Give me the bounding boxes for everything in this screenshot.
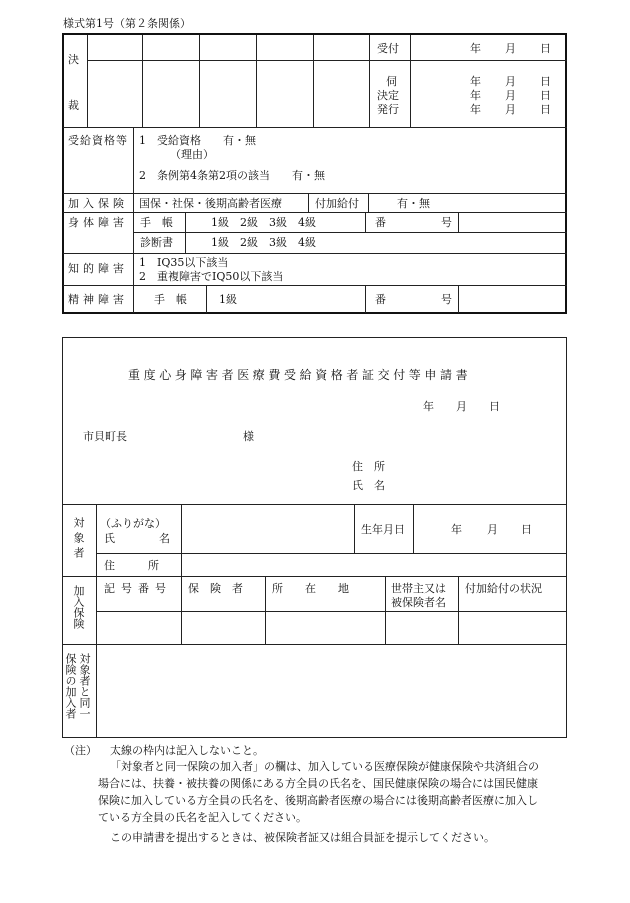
kessai-label-1: 決 — [68, 53, 79, 66]
kessai-label-2: 裁 — [68, 99, 79, 112]
name-label: 氏 名 — [104, 532, 170, 545]
hakko-year: 年 — [470, 103, 481, 116]
seishin-grade: 1級 — [219, 293, 237, 306]
applicant-name-label: 氏 名 — [352, 479, 385, 492]
seishin-bango: 番 号 — [375, 293, 452, 306]
note-2-line-d: ている方全員の氏名を記入してください。 — [98, 811, 307, 824]
kettei-month: 月 — [505, 89, 516, 102]
application-date: 年 月 日 — [423, 400, 500, 413]
note-2-line-a: 「対象者と同一保険の加入者」の欄は、加入している医療保険が健康保険や共済組合の — [110, 760, 539, 773]
furigana-label: （ふりがな） — [100, 517, 166, 530]
fuka-status-header: 付加給付の状況 — [465, 582, 542, 595]
kanyu-value: 国保・社保・後期高齢者医療 — [139, 197, 282, 210]
kanyu-label: 加入保険 — [68, 197, 128, 210]
addressee: 市貝町長 — [83, 430, 127, 443]
note-1: 太線の枠内は記入しないこと。 — [110, 744, 264, 757]
seishin-label: 精神障害 — [68, 293, 128, 306]
birthdate-month: 月 — [487, 523, 498, 536]
setai-header-2: 被保険者名 — [391, 596, 446, 609]
birthdate-label: 生年月日 — [361, 523, 405, 536]
taisho-label: 対象者 — [72, 517, 85, 562]
seishin-techo: 手 帳 — [154, 293, 187, 306]
shindan-label: 診断書 — [140, 236, 173, 249]
fuka-label: 付加給付 — [315, 197, 359, 210]
application-title: 重度心身障害者医療費受給資格者証交付等申請書 — [128, 368, 472, 382]
kigo-bango-header: 記号番号 — [104, 582, 172, 595]
chiteki-item2: 2 重複障害でIQ50以下該当 — [139, 270, 284, 283]
birthdate-year: 年 — [451, 523, 462, 536]
same-insurance-label-1: 対象者と同一 — [78, 653, 91, 719]
shozaichi-header: 所 在 地 — [272, 582, 349, 595]
shintai-techo-grades: 1級 2級 3級 4級 — [211, 216, 316, 229]
shintai-bango: 番 号 — [375, 216, 452, 229]
ukagai-year: 年 — [470, 75, 481, 88]
jukyu-label: 受給資格等 — [68, 134, 128, 147]
shintai-techo: 手 帳 — [140, 216, 173, 229]
jukyu-line1: 1 受給資格 有・無 — [139, 134, 256, 147]
uketsuke-year: 年 — [470, 42, 481, 55]
kettei-label: 決定 — [377, 89, 399, 102]
address-label: 住 所 — [104, 559, 159, 572]
kettei-year: 年 — [470, 89, 481, 102]
note-2-line-b: 場合には、扶養・被扶養の関係にある方全員の氏名を、国民健康保険の場合には国民健康 — [98, 777, 538, 790]
kettei-day: 日 — [540, 89, 551, 102]
hakko-label: 発行 — [377, 103, 399, 116]
form-number-label: 様式第1号（第２条関係） — [63, 17, 191, 30]
hakko-month: 月 — [505, 103, 516, 116]
ukagai-month: 月 — [505, 75, 516, 88]
uketsuke-month: 月 — [505, 42, 516, 55]
hakko-day: 日 — [540, 103, 551, 116]
hokensha-header: 保 険 者 — [188, 582, 243, 595]
ukagai-day: 日 — [540, 75, 551, 88]
shindan-grades: 1級 2級 3級 4級 — [211, 236, 316, 249]
applicant-address-label: 住 所 — [352, 460, 385, 473]
fuka-value: 有・無 — [397, 197, 430, 210]
notes-label: （注） — [64, 744, 97, 757]
uketsuke-label: 受付 — [377, 42, 399, 55]
same-insurance-label-2: 保険の加入者 — [64, 653, 77, 719]
chiteki-item1: 1 IQ35以下該当 — [139, 256, 229, 269]
birthdate-day: 日 — [521, 523, 532, 536]
shintai-label: 身体障害 — [68, 216, 128, 229]
ukagai-label: 伺 — [386, 75, 397, 88]
jukyu-line2: 2 条例第4条第2項の該当 有・無 — [139, 169, 325, 182]
note-2-line-c: 保険に加入している方全員の氏名を、後期高齢者医療の場合には後期高齢者医療に加入し — [98, 794, 538, 807]
chiteki-label: 知的障害 — [68, 262, 128, 275]
uketsuke-day: 日 — [540, 42, 551, 55]
note-3: この申請書を提出するときは、被保険者証又は組合員証を提示してください。 — [110, 831, 495, 844]
kanyu-hoken-label: 加入保険 — [72, 585, 85, 629]
jukyu-riyu: （理由） — [170, 148, 214, 161]
addressee-sama: 様 — [243, 430, 254, 443]
setai-header-1: 世帯主又は — [391, 582, 446, 595]
